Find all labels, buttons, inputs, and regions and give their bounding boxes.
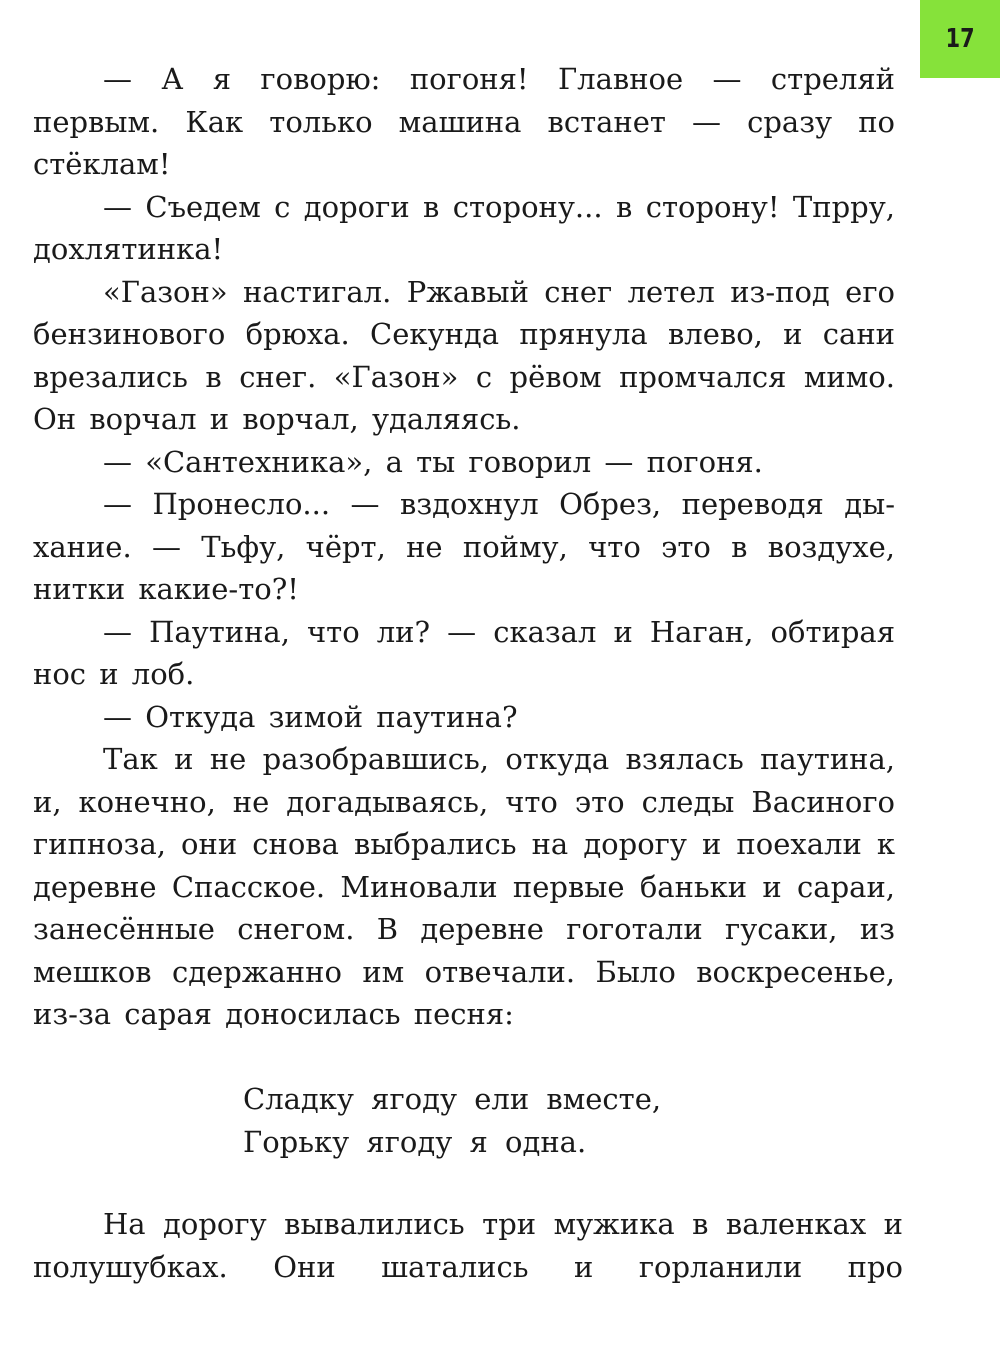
paragraph: «Газон» настигал. Ржавый снег летел из-под его бензинового брюха. Секунда прянула влево, и сани врезались в снег. «Газон» с рёвом промчался мимо. Он ворчал и ворчал, удаляясь.: [33, 274, 895, 436]
verse-line: Горьку ягоду я одна.: [243, 1124, 587, 1159]
verse-line: Сладку ягоду ели вместе,: [243, 1082, 662, 1116]
paragraph: — «Сантехника», а ты говорил — погоня.: [103, 444, 763, 479]
paragraph: — А я говорю: погоня! Главное — стреляй первым. Как только машина встанет — сразу по стёклам!: [33, 62, 895, 181]
song-verse: [243, 1078, 661, 1163]
paragraph: — Пронесло... — вздохнул Обрез, переводя дыхание. — Тьфу, чёрт, не пойму, что это в воздухе, нитки какие-то?!: [33, 487, 895, 606]
paragraph: — Паутина, что ли? — сказал и Наган, обтирая нос и лоб.: [33, 614, 895, 691]
page-number-tab: [920, 0, 1000, 78]
paragraph: Так и не разобравшись, откуда взялась паутина, и, конечно, не догадываясь, что это следы Васиного гипноза, они снова выбрались на дорогу и поехали к деревне Спасское. Миновали первые баньки и сараи, занесённые снегом. В деревне гоготали гусаки, из мешков сдержанно им отвечали. Было воскресенье, из-за сарая доносилась песня:: [33, 742, 895, 1031]
closing-text: [33, 1203, 903, 1288]
paragraph: — Съедем с дороги в сторону... в сторону! Тпрру, дохлятинка!: [33, 189, 895, 266]
paragraph: — Откуда зимой паутина?: [103, 699, 518, 734]
main-text: [33, 58, 895, 1036]
page-number: 17: [945, 24, 975, 54]
paragraph: На дорогу вывалились три мужика в валенках и полушубках. Они шатались и горланили про: [33, 1207, 903, 1284]
